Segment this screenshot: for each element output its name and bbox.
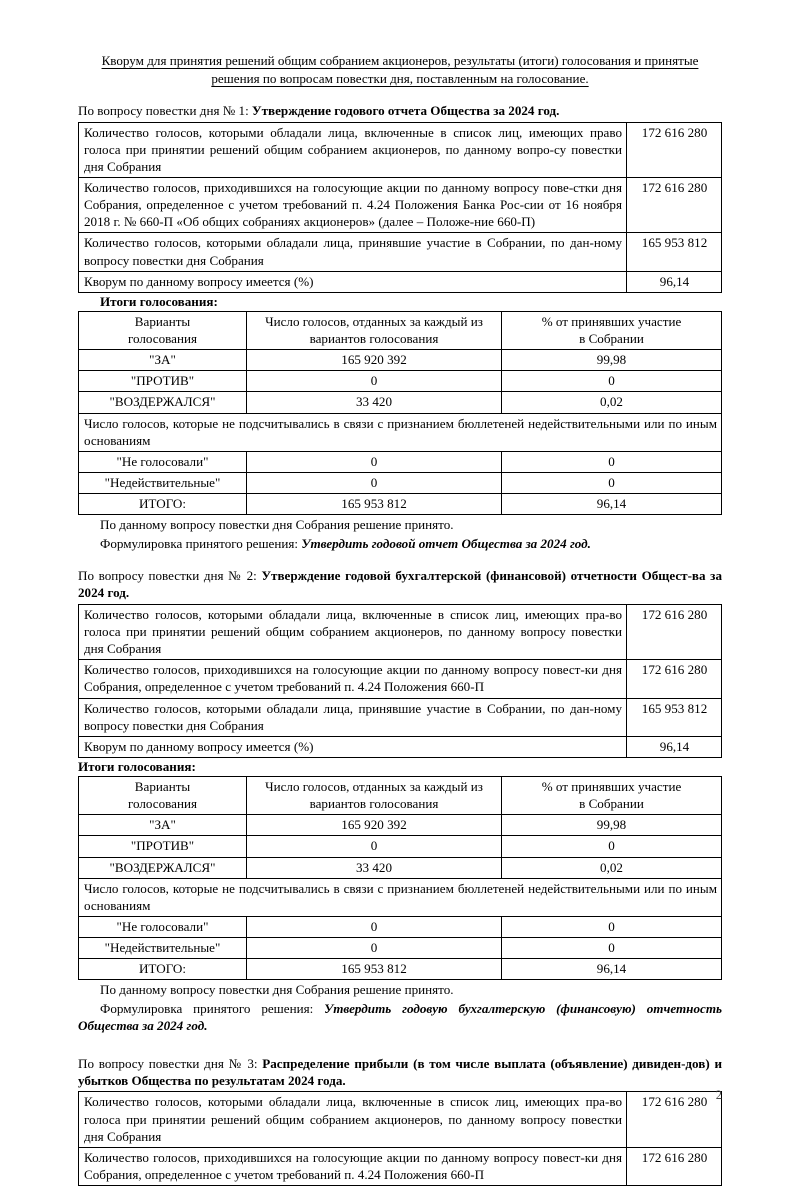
vote-count: 0	[247, 472, 502, 493]
vote-count: 0	[247, 836, 502, 857]
vote-option: "ВОЗДЕРЖАЛСЯ"	[79, 857, 247, 878]
vote-percent: 0,02	[502, 857, 722, 878]
vote-percent: 0	[502, 472, 722, 493]
table-row	[79, 938, 722, 959]
vote-option: "Недействительные"	[79, 472, 247, 493]
vote-count: 0	[247, 451, 502, 472]
vote-count: 165 920 392	[247, 815, 502, 836]
table-row	[79, 451, 722, 472]
formulation-text: Утвердить годовой отчет Общества за 2024 год.	[301, 535, 591, 551]
col-header-percent-line1: % от принявших участие	[541, 778, 682, 794]
question-1-title: Утверждение годового отчета Общества за 2024 год.	[251, 103, 560, 119]
quorum-value: 172 616 280	[627, 1092, 722, 1147]
quorum-value: 172 616 280	[627, 604, 722, 659]
question-1-number: 1	[238, 103, 246, 119]
quorum-percent-value: 96,14	[627, 271, 722, 292]
question-2-lead: По вопросу повестки дня №	[78, 568, 247, 584]
quorum-label: Количество голосов, которыми обладали лица, принявшие участие в Собрании, по дан-ному вопросу повестки дня Собрания	[79, 233, 627, 271]
col-header-option-line1: Варианты	[134, 313, 191, 329]
question-3-quorum-table	[78, 1091, 722, 1186]
quorum-percent-value: 96,14	[627, 736, 722, 757]
vote-option: "ЗА"	[79, 815, 247, 836]
table-row	[79, 815, 722, 836]
question-1-formulation	[78, 535, 722, 552]
table-row	[79, 736, 722, 757]
col-header-option-line1: Варианты	[134, 778, 191, 794]
table-row	[79, 698, 722, 736]
table-row	[79, 177, 722, 232]
question-3-lead: По вопросу повестки дня №	[78, 1055, 248, 1071]
vote-option: "ВОЗДЕРЖАЛСЯ"	[79, 392, 247, 413]
quorum-value: 172 616 280	[627, 177, 722, 232]
question-2-results-table	[78, 776, 722, 980]
vote-percent: 96,14	[502, 494, 722, 515]
question-3-intro: По вопросу повестки дня № 3: Распределение прибыли (в том числе выплата (объявление) дивиден-дов) и убытков Общества по результатам 2024 года.	[78, 1055, 722, 1088]
formulation-prefix: Формулировка принятого решения:	[100, 1000, 314, 1016]
quorum-value: 165 953 812	[627, 233, 722, 271]
vote-option: "ЗА"	[79, 350, 247, 371]
col-header-option-line2: голосования	[127, 330, 198, 346]
table-row	[79, 494, 722, 515]
table-row	[79, 857, 722, 878]
page-number: 2	[715, 1088, 722, 1102]
col-header-percent	[502, 311, 722, 349]
formulation-text: Утвердить годовую бухгалтерскую (финансовую) отчетность Общества за 2024 год.	[78, 1000, 722, 1034]
vote-count: 33 420	[247, 392, 502, 413]
table-row	[79, 836, 722, 857]
not-counted-note: Число голосов, которые не подсчитывались в связи с признанием бюллетеней недействительными или по иным основаниям	[79, 413, 722, 451]
table-row	[79, 878, 722, 916]
quorum-label: Количество голосов, которыми обладали лица, принявшие участие в Собрании, по дан-ному вопросу повестки дня Собрания	[79, 698, 627, 736]
vote-percent: 0	[502, 836, 722, 857]
vote-count: 0	[247, 938, 502, 959]
vote-percent: 0	[502, 371, 722, 392]
vote-count: 0	[247, 371, 502, 392]
col-header-option	[79, 311, 247, 349]
question-2-intro: По вопросу повестки дня № 2: Утверждение годовой бухгалтерской (финансовой) отчетности Общест-ва за 2024 год.	[78, 568, 722, 601]
col-header-votes-line2: вариантов голосования	[309, 796, 439, 812]
vote-option: "Не голосовали"	[79, 451, 247, 472]
vote-option: "ПРОТИВ"	[79, 371, 247, 392]
quorum-label: Количество голосов, приходившихся на голосующие акции по данному вопросу повест-ки дня Собрания, определенное с учетом требований п. 4.24 Положения 660-П	[79, 660, 627, 698]
table-row	[79, 1147, 722, 1185]
vote-percent: 99,98	[502, 350, 722, 371]
not-counted-note: Число голосов, которые не подсчитывались в связи с признанием бюллетеней недействительными или по иным основаниям	[79, 878, 722, 916]
question-1-lead: По вопросу повестки дня №	[78, 103, 239, 119]
vote-percent: 0	[502, 916, 722, 937]
table-row	[79, 271, 722, 292]
question-2-title: Утверждение годовой бухгалтерской (финансовой) отчетности Общест-ва за 2024 год.	[78, 568, 722, 601]
question-3-number: 3	[247, 1055, 254, 1071]
vote-percent: 96,14	[502, 959, 722, 980]
vote-option: ИТОГО:	[79, 959, 247, 980]
vote-option: "ПРОТИВ"	[79, 836, 247, 857]
col-header-option-line2: голосования	[127, 796, 198, 812]
table-row	[79, 350, 722, 371]
vote-count: 165 920 392	[247, 350, 502, 371]
vote-option: "Недействительные"	[79, 938, 247, 959]
vote-count: 165 953 812	[247, 959, 502, 980]
vote-option: "Не голосовали"	[79, 916, 247, 937]
question-2-quorum-table	[78, 604, 722, 758]
table-row	[79, 660, 722, 698]
col-header-votes	[247, 776, 502, 814]
question-3-title: Распределение прибыли (в том числе выплата (объявление) дивиден-дов) и убытков Общества по результатам 2024 года.	[78, 1055, 722, 1088]
col-header-votes-line2: вариантов голосования	[309, 330, 439, 346]
quorum-label: Количество голосов, которыми обладали лица, включенные в список лиц, имеющих пра-во голоса при принятии решений общим собранием акционеров, по данному вопросу повестки дня Собрания	[79, 604, 627, 659]
question-1-decision-adopted: По данному вопросу повестки дня Собрания решение принято.	[100, 517, 454, 533]
vote-count: 33 420	[247, 857, 502, 878]
col-header-percent-line2: в Собрании	[579, 330, 644, 346]
quorum-label: Количество голосов, приходившихся на голосующие акции по данному вопросу пове-стки дня Собрания, определенное с учетом требований п. 4.24 Положения Банка Рос-сии от 16 ноября 2018 г. № 660-П «Об общих собраниях акционеров» (далее – Положе-ние 660-П)	[79, 177, 627, 232]
vote-percent: 0	[502, 451, 722, 472]
question-1-results-title: Итоги голосования:	[100, 293, 218, 309]
table-row	[79, 371, 722, 392]
quorum-label: Количество голосов, которыми обладали лица, включенные в список лиц, имеющих право голоса при принятии решений общим собранием акционеров, по данному вопро-су повестки дня Собрания	[79, 122, 627, 177]
vote-percent: 99,98	[502, 815, 722, 836]
question-2-results-title: Итоги голосования:	[78, 758, 196, 774]
table-row	[79, 916, 722, 937]
table-row	[79, 1092, 722, 1147]
quorum-value: 172 616 280	[627, 122, 722, 177]
table-row	[79, 122, 722, 177]
col-header-percent	[502, 776, 722, 814]
table-row	[79, 233, 722, 271]
quorum-value: 165 953 812	[627, 698, 722, 736]
table-row	[79, 392, 722, 413]
col-header-option	[79, 776, 247, 814]
col-header-percent-line2: в Собрании	[579, 796, 644, 812]
page-title: Кворум для принятия решений общим собранием акционеров, результаты (итоги) голосования и принятые решения по вопросам повестки дня, поставленным на голосование.	[101, 53, 699, 87]
table-header-row	[79, 776, 722, 814]
table-row	[79, 604, 722, 659]
vote-count: 165 953 812	[247, 494, 502, 515]
table-row	[79, 413, 722, 451]
vote-percent: 0	[502, 938, 722, 959]
question-1-results-table	[78, 311, 722, 515]
question-1-intro: По вопросу повестки дня № 1: Утверждение годового отчета Общества за 2024 год.	[78, 103, 560, 119]
table-row	[79, 959, 722, 980]
question-2-decision-adopted: По данному вопросу повестки дня Собрания решение принято.	[100, 982, 454, 998]
col-header-votes-line1: Число голосов, отданных за каждый из	[265, 313, 483, 329]
formulation-prefix: Формулировка принятого решения:	[100, 535, 299, 551]
col-header-votes-line1: Число голосов, отданных за каждый из	[265, 778, 483, 794]
vote-percent: 0,02	[502, 392, 722, 413]
col-header-percent-line1: % от принявших участие	[541, 313, 682, 329]
vote-option: ИТОГО:	[79, 494, 247, 515]
quorum-percent-label: Кворум по данному вопросу имеется (%)	[79, 271, 627, 292]
quorum-percent-label: Кворум по данному вопросу имеется (%)	[79, 736, 627, 757]
question-2-formulation	[78, 1000, 722, 1035]
quorum-value: 172 616 280	[627, 660, 722, 698]
col-header-votes	[247, 311, 502, 349]
question-1-quorum-table	[78, 122, 722, 293]
quorum-value: 172 616 280	[627, 1147, 722, 1185]
vote-count: 0	[247, 916, 502, 937]
question-2-number: 2	[246, 568, 254, 584]
quorum-label: Количество голосов, приходившихся на голосующие акции по данному вопросу повест-ки дня Собрания, определенное с учетом требований п. 4.24 Положения 660-П	[79, 1147, 627, 1185]
table-row	[79, 472, 722, 493]
table-header-row	[79, 311, 722, 349]
quorum-label: Количество голосов, которыми обладали лица, включенные в список лиц, имеющих пра-во голоса при принятии решений общим собранием акционеров, по данному вопросу повестки дня Собрания	[79, 1092, 627, 1147]
